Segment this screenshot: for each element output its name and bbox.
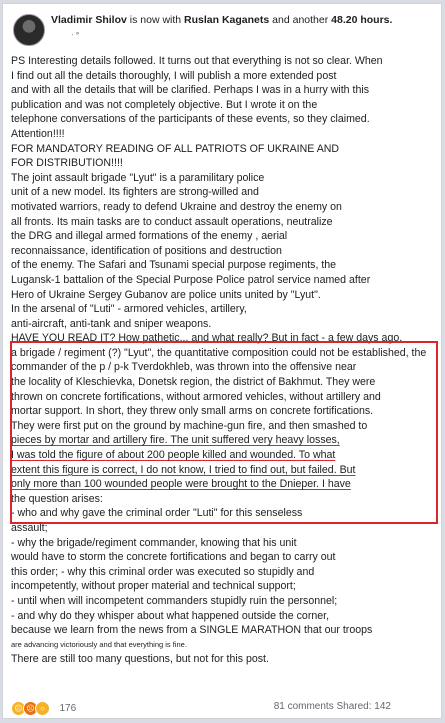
avatar[interactable] — [13, 14, 45, 46]
comments-link[interactable]: 81 comments — [273, 701, 334, 712]
post-line: because we learn from the news from a SINGLE MARATHON that our troops — [11, 624, 373, 637]
post-line: telephone conversations of the participants of these events, so they claimed. — [11, 113, 370, 126]
post-line: Attention!!!! — [11, 127, 65, 140]
with-text: is now with — [126, 14, 185, 26]
others-link[interactable]: 48.20 hours. — [331, 14, 393, 26]
post-line: Lugansk-1 battalion of the Special Purpose Police patrol service named after — [11, 273, 371, 286]
author-name[interactable]: Vladimir Shilov — [51, 14, 127, 26]
underlined-text: I was told the figure of about 200 people killed and wounded. To what — [11, 449, 336, 462]
post-body — [11, 54, 437, 667]
post-meta: ᐧ ᐤ — [71, 30, 80, 40]
post-line: PS Interesting details followed. It turns out that everything is not so clear. When — [11, 55, 383, 67]
post-line: There are still too many questions, but not for this post. — [11, 653, 269, 666]
underlined-text: only more than 100 wounded people were brought to the Dnieper. I have — [11, 478, 351, 491]
post-line: - until when will incompetent commanders stupidly ruin the personnel; — [11, 594, 338, 607]
post-line — [11, 433, 437, 448]
post-line: publication and was not completely objective. But I wrote it on the — [11, 98, 318, 111]
post-line: - why the brigade/regiment commander, knowing that his unit — [11, 536, 297, 549]
post-line: of the enemy. The Safari and Tsunami special purpose regiments, the — [11, 259, 337, 272]
post-line: The joint assault brigade "Lyut" is a paramilitary police — [11, 171, 265, 184]
post-line: - who and why gave the criminal order "Luti" for this senseless — [11, 507, 303, 520]
post-line: a brigade / regiment (?) "Lyut", the quantitative composition could not be established, the — [11, 346, 427, 359]
post-line: incompetently, without proper material and technical support; — [11, 580, 296, 593]
post-line: thrown on concrete fortifications, without armored vehicles, without artillery and — [11, 390, 381, 403]
and-text: and another — [269, 14, 332, 26]
post-footer — [3, 694, 442, 719]
post-line: In the arsenal of "Luti" - armored vehicles, artillery, — [11, 303, 247, 316]
post-line: mortar support. In short, they threw only small arms on concrete fortifications. — [11, 405, 374, 418]
post-line: FOR DISTRIBUTION!!!! — [11, 157, 123, 170]
shares-link[interactable]: Shared: 142 — [336, 701, 391, 712]
post-line: unit of a new model. Its fighters are strong-willed and — [11, 186, 259, 199]
post-line: Hero of Ukraine Sergey Gubanov are police units united by "Lyut". — [11, 288, 321, 301]
tagged-name[interactable]: Ruslan Kaganets — [184, 14, 270, 26]
post-line: and with all the details that will be clarified. Perhaps I was in a hurry with this — [11, 84, 370, 97]
post-line: the DRG and illegal armed formations of the enemy , aerial — [11, 230, 288, 243]
author-line — [51, 14, 392, 26]
post-line: They were first put on the ground by machine-gun fire, and then smashed to — [11, 419, 368, 432]
reaction-count: 176 — [59, 703, 77, 715]
angry-reaction-icon: ☹ — [23, 701, 38, 716]
post-header — [11, 10, 437, 50]
post-line: motivated warriors, ready to defend Ukraine and destroy the enemy on — [11, 200, 342, 213]
post-card — [2, 3, 442, 719]
post-line: reconnaissance, identification of positions and destruction — [11, 244, 282, 257]
post-line: would have to storm the concrete fortifications and began to carry out — [11, 551, 336, 564]
underlined-text: pieces by mortar and artillery fire. The unit suffered very heavy losses, — [11, 434, 340, 447]
post-line: anti-aircraft, anti-tank and sniper weapons. — [11, 317, 212, 330]
post-line: HAVE YOU READ IT? How pathetic... and what really? But in fact - a few days ago, — [11, 332, 403, 345]
wow-reaction-icon: ○ — [35, 701, 50, 716]
post-line: commander of the p / p-k Tverdokhleb, was thrown into the offensive near — [11, 361, 357, 374]
post-line: all fronts. Its main tasks are to conduct assault operations, neutralize — [11, 215, 333, 228]
post-line — [11, 448, 437, 463]
post-line: the question arises: — [11, 492, 103, 505]
post-line: are advancing victoriously and that everything is fine. — [11, 639, 187, 649]
underlined-text: extent this figure is correct, I do not know, I tried to find out, but failed. But — [11, 463, 356, 476]
post-line — [11, 477, 437, 492]
post-line: assault; — [11, 522, 48, 534]
post-line: the locality of Kleschievka, Donetsk region, the district of Bakhmut. They were — [11, 376, 376, 389]
post-line: FOR MANDATORY READING OF ALL PATRIOTS OF UKRAINE AND — [11, 142, 340, 155]
sad-reaction-icon: ☹ — [11, 701, 26, 716]
post-stats — [274, 701, 391, 712]
post-line: - and why do they whisper about what happened outside the corner, — [11, 609, 330, 622]
post-line — [11, 463, 437, 478]
post-line: I find out all the details thoroughly, I will publish a more extended post — [11, 69, 337, 82]
reactions-summary[interactable] — [11, 700, 76, 716]
post-line: this order; - why this criminal order was executed so stupidly and — [11, 565, 315, 578]
